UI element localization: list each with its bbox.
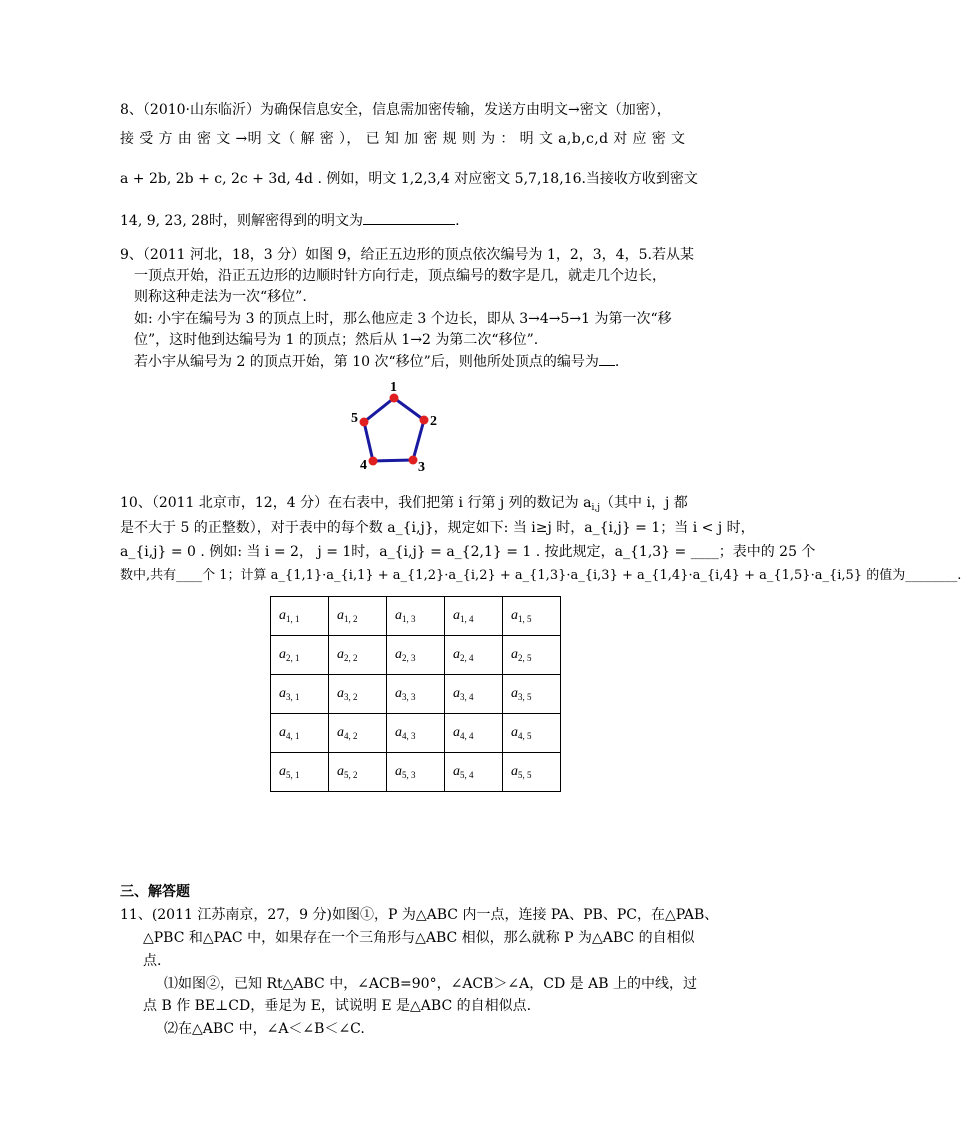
q11-line6: ⑵在△ABC 中，∠A＜∠B＜∠C. <box>164 1021 365 1037</box>
vertex-label-4: 4 <box>360 458 367 473</box>
vertex-label-2: 2 <box>430 414 437 429</box>
q10-line2: 是不大于 5 的正整数），对于表中的每个数 a_{i,j}，规定如下: 当 i≥j 时，a_{i,j} = 1；当 i < j 时， <box>120 520 755 536</box>
q9-line3: 则称这种走法为一次“移位”. <box>134 289 307 305</box>
q8-line1: 8、（2010·山东临沂）为确保信息安全，信息需加密传输，发送方由明文→密文（加密）， <box>120 102 671 118</box>
matrix-cell-index: 4, 1 <box>286 731 300 741</box>
pentagon-figure <box>340 376 450 476</box>
matrix-cell-letter: a <box>453 608 460 623</box>
matrix-cell-letter: a <box>511 725 518 740</box>
matrix-cell <box>387 753 445 792</box>
q8-line2: 接 受 方 由 密 文 →明 文（ 解 密 ）， 已 知 加 密 规 则 为 ： 明 文 a,b,c,d 对 应 密 文 <box>120 131 686 147</box>
vertex-2-dot <box>420 416 429 425</box>
matrix-cell <box>329 636 387 675</box>
q9-line5: 位”，这时他到达编号为 1 的顶点；然后从 1→2 为第二次“移位”. <box>134 332 539 348</box>
q8-answer-blank[interactable] <box>363 212 455 225</box>
matrix-cell <box>445 714 503 753</box>
matrix-cell-letter: a <box>337 725 344 740</box>
matrix-cell-index: 4, 4 <box>460 731 474 741</box>
matrix-cell-letter: a <box>279 686 286 701</box>
matrix-cell <box>329 753 387 792</box>
matrix-cell-letter: a <box>337 647 344 662</box>
matrix-cell-index: 2, 1 <box>286 653 300 663</box>
matrix-row <box>271 753 561 792</box>
matrix-cell-index: 4, 3 <box>402 731 416 741</box>
q11-line4: ⑴如图②，已知 Rt△ABC 中，∠ACB=90°，∠ACB＞∠A，CD 是 AB 上的中线，过 <box>164 976 697 992</box>
matrix-cell-letter: a <box>511 686 518 701</box>
matrix-cell <box>329 714 387 753</box>
matrix-cell-letter: a <box>279 764 286 779</box>
matrix-cell <box>329 597 387 636</box>
matrix-cell-letter: a <box>395 608 402 623</box>
matrix-cell <box>503 714 561 753</box>
matrix-cell <box>387 636 445 675</box>
matrix-cell-letter: a <box>511 608 518 623</box>
matrix-cell-letter: a <box>511 764 518 779</box>
matrix-cell-index: 2, 2 <box>344 653 358 663</box>
q9-line2: 一顶点开始，沿正五边形的边顺时针方向行走，顶点编号的数字是几，就走几个边长， <box>134 268 666 284</box>
matrix-table <box>270 596 561 792</box>
matrix-row <box>271 714 561 753</box>
matrix-cell <box>445 753 503 792</box>
matrix-row <box>271 636 561 675</box>
matrix-cell <box>445 636 503 675</box>
vertex-label-3: 3 <box>418 460 425 475</box>
vertex-3-dot <box>409 456 418 465</box>
matrix-cell-letter: a <box>337 686 344 701</box>
matrix-cell-letter: a <box>453 686 460 701</box>
q8-line4-text: 14, 9, 23, 28时，则解密得到的明文为 <box>120 213 364 229</box>
matrix-cell-index: 2, 3 <box>402 653 416 663</box>
matrix-cell-index: 5, 5 <box>518 770 532 780</box>
q11-line2: △PBC 和△PAC 中，如果存在一个三角形与△ABC 相似，那么就称 P 为△ABC 的自相似 <box>143 930 695 946</box>
q8-line4 <box>120 212 460 230</box>
matrix-cell-index: 5, 1 <box>286 770 300 780</box>
matrix-cell <box>503 636 561 675</box>
matrix-cell-letter: a <box>337 608 344 623</box>
q10-line1-sub: i,j <box>591 503 601 513</box>
q9-line6 <box>134 353 619 371</box>
pentagon-shape <box>364 398 424 461</box>
vertex-5-dot <box>360 418 369 427</box>
matrix-cell <box>271 636 329 675</box>
matrix-cell-index: 5, 2 <box>344 770 358 780</box>
matrix-cell-index: 1, 5 <box>518 614 532 624</box>
matrix-cell-letter: a <box>453 764 460 779</box>
vertex-label-5: 5 <box>351 411 358 426</box>
matrix-cell-letter: a <box>279 647 286 662</box>
matrix-cell-index: 1, 4 <box>460 614 474 624</box>
matrix-cell-letter: a <box>453 725 460 740</box>
matrix-cell <box>387 597 445 636</box>
q9-line6-end: . <box>614 354 620 370</box>
matrix-cell-letter: a <box>279 725 286 740</box>
q10-line4: 数中,共有____个 1；计算 a_{1,1}·a_{i,1} + a_{1,2}·a_{i,2} + a_{1,3}·a_{i,3} + a_{1,4}·a_{i,4} + a_{1,5}·a_{i,5} 的值为________. <box>120 568 961 583</box>
matrix-cell-index: 3, 5 <box>518 692 532 702</box>
matrix-cell-letter: a <box>511 647 518 662</box>
q10-line1-end: （其中 i，j 都 <box>600 495 688 511</box>
matrix-cell <box>271 675 329 714</box>
vertex-4-dot <box>369 457 378 466</box>
matrix-cell-letter: a <box>395 764 402 779</box>
matrix-cell <box>271 714 329 753</box>
matrix-cell-letter: a <box>453 647 460 662</box>
matrix-cell-index: 5, 4 <box>460 770 474 780</box>
q11-line1: 11、(2011 江苏南京，27，9 分)如图①，P 为△ABC 内一点，连接 PA、PB、PC，在△PAB、 <box>120 907 719 923</box>
matrix-cell <box>503 753 561 792</box>
matrix-cell-index: 2, 5 <box>518 653 532 663</box>
matrix-cell-index: 4, 5 <box>518 731 532 741</box>
q11-line3: 点. <box>143 953 162 969</box>
matrix-cell-letter: a <box>337 764 344 779</box>
q8-line3: a + 2b, 2b + c, 2c + 3d, 4d . 例如，明文 1,2,3,4 对应密文 5,7,18,16.当接收方收到密文 <box>120 171 698 187</box>
q10-line1-text: 10、（2011 北京市，12，4 分）在右表中，我们把第 i 行第 j 列的数记为 a <box>120 495 592 511</box>
matrix-cell <box>329 675 387 714</box>
matrix-row <box>271 597 561 636</box>
q11-line5: 点 B 作 BE⊥CD，垂足为 E，试说明 E 是△ABC 的自相似点. <box>143 998 532 1014</box>
matrix-cell <box>503 675 561 714</box>
q8-line4-end: . <box>455 213 460 229</box>
q9-answer-blank[interactable] <box>599 353 615 366</box>
matrix-cell-index: 2, 4 <box>460 653 474 663</box>
matrix-row <box>271 675 561 714</box>
matrix-cell <box>387 714 445 753</box>
matrix-cell <box>387 675 445 714</box>
q9-line6-text: 若小宇从编号为 2 的顶点开始，第 10 次“移位”后，则他所处顶点的编号为 <box>134 354 599 370</box>
matrix-cell <box>271 753 329 792</box>
matrix-cell-index: 4, 2 <box>344 731 358 741</box>
q9-line1: 9、（2011 河北，18，3 分）如图 9，给正五边形的顶点依次编号为 1，2，3，4，5.若从某 <box>120 247 694 263</box>
matrix-cell-letter: a <box>279 608 286 623</box>
matrix-cell-index: 5, 3 <box>402 770 416 780</box>
q10-line1 <box>120 494 688 517</box>
matrix-cell-index: 1, 2 <box>344 614 358 624</box>
matrix-cell-index: 3, 3 <box>402 692 416 702</box>
matrix-cell-letter: a <box>395 647 402 662</box>
matrix-cell-index: 3, 4 <box>460 692 474 702</box>
matrix-cell-index: 1, 1 <box>286 614 300 624</box>
matrix-cell <box>445 597 503 636</box>
matrix-cell-index: 3, 2 <box>344 692 358 702</box>
matrix-cell-index: 1, 3 <box>402 614 416 624</box>
matrix-cell <box>445 675 503 714</box>
matrix-cell-letter: a <box>395 725 402 740</box>
q9-line4: 如: 小宇在编号为 3 的顶点上时，那么他应走 3 个边长，即从 3→4→5→1 为第一次“移 <box>134 311 672 327</box>
section-heading: 三、解答题 <box>120 884 190 900</box>
vertex-label-1: 1 <box>390 380 397 395</box>
matrix-cell <box>503 597 561 636</box>
matrix-cell-index: 3, 1 <box>286 692 300 702</box>
matrix-cell <box>271 597 329 636</box>
q10-line3: a_{i,j} = 0 . 例如: 当 i = 2， j = 1时，a_{i,j} = a_{2,1} = 1 . 按此规定，a_{1,3} = ____；表中的 25 个 <box>120 544 816 560</box>
matrix-cell-letter: a <box>395 686 402 701</box>
